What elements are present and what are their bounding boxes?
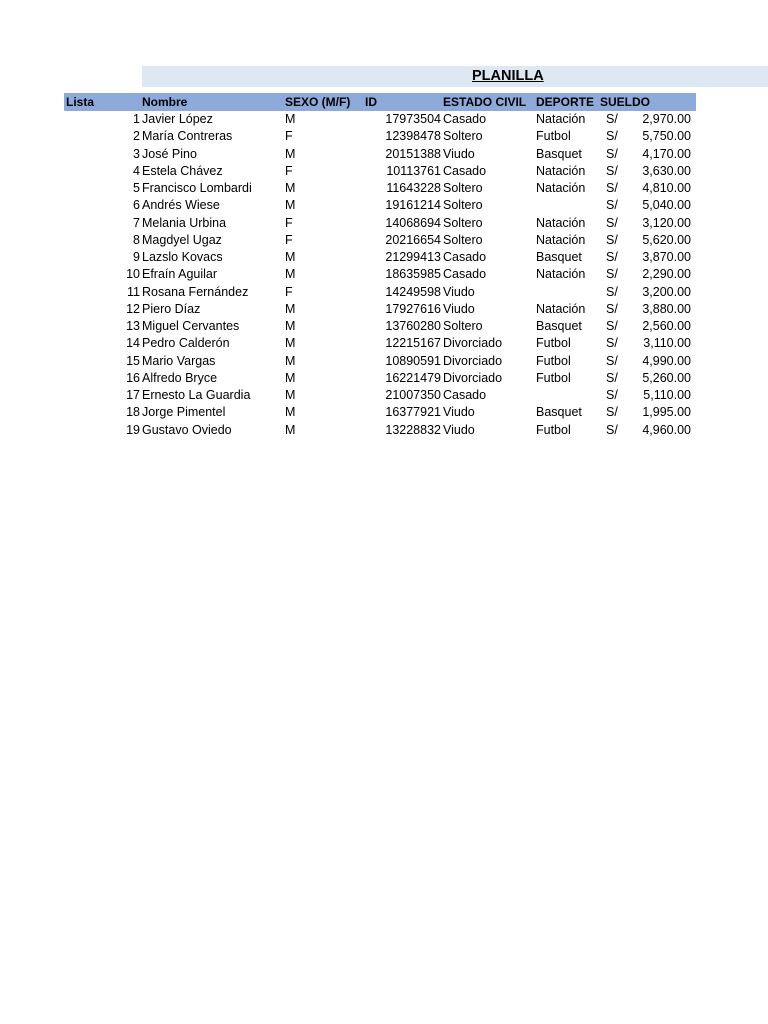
cell-lista: 14 (126, 336, 140, 351)
cell-lista: 15 (126, 353, 140, 368)
cell-sexo: M (285, 112, 296, 126)
cell-sexo: M (285, 267, 296, 282)
cell-nombre: José Pino (142, 146, 197, 161)
cell-sueldo: 3,200.00 (642, 284, 691, 299)
cell-deporte: Natación (536, 215, 586, 230)
cell-deporte: Natación (536, 301, 586, 316)
cell-lista: 5 (133, 181, 140, 195)
cell-estado-civil: Soltero (443, 181, 483, 195)
cell-nombre: Magdyel Ugaz (142, 232, 222, 247)
cell-id: 18635985 (385, 267, 441, 282)
cell-sexo: M (285, 422, 296, 437)
cell-deporte: Basquet (536, 146, 582, 161)
cell-id: 16221479 (385, 370, 441, 385)
cell-sueldo: 4,170.00 (642, 146, 691, 161)
header-deporte: DEPORTE (536, 95, 595, 109)
cell-lista: 12 (126, 301, 140, 316)
cell-estado-civil: Viudo (443, 405, 475, 420)
table-row (0, 249, 768, 266)
cell-moneda: S/ (606, 163, 618, 178)
header-lista: Lista (66, 95, 95, 109)
cell-estado-civil: Casado (443, 250, 487, 264)
cell-id: 12398478 (385, 129, 441, 144)
cell-deporte: Natación (536, 232, 586, 247)
cell-nombre: Lazslo Kovacs (142, 250, 223, 264)
cell-estado-civil: Casado (443, 163, 487, 178)
sheet-title: PLANILLA (472, 68, 544, 84)
table-row (0, 163, 768, 180)
table-row (0, 353, 768, 370)
cell-id: 16377921 (385, 405, 441, 420)
cell-id: 14068694 (385, 215, 441, 230)
cell-sueldo: 3,870.00 (642, 250, 691, 264)
cell-nombre: Melania Urbina (142, 215, 227, 230)
table-row (0, 335, 768, 352)
cell-estado-civil: Viudo (443, 422, 475, 437)
cell-moneda: S/ (606, 301, 618, 316)
cell-nombre: Jorge Pimentel (142, 405, 226, 420)
cell-id: 20151388 (385, 146, 441, 161)
cell-estado-civil: Soltero (443, 215, 483, 230)
cell-nombre: Alfredo Bryce (142, 370, 218, 385)
cell-estado-civil: Viudo (443, 284, 475, 299)
cell-estado-civil: Casado (443, 267, 487, 282)
cell-moneda: S/ (606, 284, 618, 299)
table-row (0, 370, 768, 387)
cell-estado-civil: Viudo (443, 301, 475, 316)
cell-estado-civil: Soltero (443, 232, 483, 247)
cell-moneda: S/ (606, 215, 618, 230)
cell-deporte: Futbol (536, 370, 571, 385)
cell-deporte: Basquet (536, 250, 582, 264)
cell-lista: 1 (133, 112, 140, 126)
cell-moneda: S/ (606, 353, 618, 368)
cell-deporte: Futbol (536, 353, 571, 368)
cell-id: 14249598 (385, 284, 441, 299)
cell-id: 11643228 (386, 181, 441, 195)
cell-nombre: Andrés Wiese (142, 198, 220, 213)
cell-nombre: Estela Chávez (142, 163, 223, 178)
cell-sexo: M (285, 370, 296, 385)
cell-id: 13760280 (385, 319, 441, 333)
cell-estado-civil: Divorciado (443, 353, 503, 368)
cell-estado-civil: Soltero (443, 198, 483, 213)
cell-lista: 8 (133, 232, 140, 247)
cell-moneda: S/ (606, 146, 618, 161)
cell-estado-civil: Soltero (443, 319, 483, 333)
header-estado-civil: ESTADO CIVIL (443, 95, 527, 109)
cell-estado-civil: Viudo (443, 146, 475, 161)
cell-deporte: Futbol (536, 129, 571, 144)
cell-sexo: F (285, 232, 293, 247)
cell-estado-civil: Divorciado (443, 370, 503, 385)
cell-moneda: S/ (606, 129, 618, 144)
cell-nombre: Francisco Lombardi (142, 181, 252, 195)
cell-nombre: Miguel Cervantes (142, 319, 240, 333)
table-row (0, 146, 768, 163)
cell-id: 17927616 (385, 301, 441, 316)
table-row (0, 232, 768, 249)
cell-sueldo: 2,290.00 (642, 267, 691, 282)
cell-deporte: Natación (536, 181, 586, 195)
cell-sexo: M (285, 388, 296, 402)
cell-deporte: Futbol (536, 422, 571, 437)
cell-id: 19161214 (385, 198, 441, 213)
cell-sexo: M (285, 405, 296, 420)
cell-sueldo: 5,260.00 (642, 370, 691, 385)
header-sexo: SEXO (M/F) (285, 95, 351, 109)
cell-estado-civil: Casado (443, 388, 487, 402)
cell-sueldo: 2,970.00 (642, 112, 691, 126)
cell-sexo: M (285, 336, 296, 351)
cell-sueldo: 5,040.00 (642, 198, 691, 213)
cell-sueldo: 3,110.00 (643, 336, 691, 351)
cell-nombre: María Contreras (142, 129, 233, 144)
table-row (0, 318, 768, 335)
cell-sexo: M (285, 353, 296, 368)
cell-sexo: M (285, 146, 296, 161)
cell-id: 17973504 (385, 112, 441, 126)
title-band (142, 66, 768, 87)
cell-sueldo: 5,620.00 (642, 232, 691, 247)
table-row (0, 284, 768, 301)
cell-sueldo: 5,750.00 (642, 129, 691, 144)
cell-sexo: F (285, 284, 293, 299)
cell-sexo: M (285, 319, 296, 333)
cell-nombre: Efraín Aguilar (142, 267, 218, 282)
cell-sueldo: 4,810.00 (642, 181, 691, 195)
cell-nombre: Rosana Fernández (142, 284, 249, 299)
table-body (0, 111, 768, 439)
cell-id: 21299413 (385, 250, 441, 264)
cell-lista: 7 (133, 215, 140, 230)
header-sueldo: SUELDO (600, 95, 651, 109)
cell-sueldo: 3,120.00 (642, 215, 691, 230)
cell-moneda: S/ (606, 267, 618, 282)
cell-moneda: S/ (606, 388, 618, 402)
cell-id: 10113761 (386, 163, 441, 178)
cell-lista: 17 (126, 388, 140, 402)
table-row (0, 301, 768, 318)
cell-nombre: Javier López (142, 112, 213, 126)
table-row (0, 215, 768, 232)
cell-lista: 2 (133, 129, 140, 144)
cell-moneda: S/ (606, 405, 618, 420)
cell-id: 13228832 (385, 422, 441, 437)
cell-moneda: S/ (606, 319, 618, 333)
cell-nombre: Pedro Calderón (142, 336, 230, 351)
cell-sueldo: 2,560.00 (642, 319, 691, 333)
cell-sexo: M (285, 301, 296, 316)
cell-nombre: Piero Díaz (142, 301, 201, 316)
table-row (0, 128, 768, 145)
cell-sexo: M (285, 181, 296, 195)
header-nombre: Nombre (142, 95, 188, 109)
cell-lista: 18 (126, 405, 140, 420)
cell-lista: 10 (126, 267, 140, 282)
cell-estado-civil: Soltero (443, 129, 483, 144)
cell-deporte: Basquet (536, 405, 582, 420)
cell-sueldo: 3,630.00 (642, 163, 691, 178)
table-row (0, 180, 768, 197)
cell-sueldo: 4,960.00 (642, 422, 691, 437)
cell-moneda: S/ (606, 112, 618, 126)
cell-lista: 19 (126, 422, 140, 437)
cell-lista: 9 (133, 250, 140, 264)
cell-sueldo: 4,990.00 (642, 353, 691, 368)
cell-moneda: S/ (606, 198, 618, 213)
cell-estado-civil: Divorciado (443, 336, 503, 351)
cell-moneda: S/ (606, 370, 618, 385)
cell-sexo: F (285, 215, 293, 230)
cell-deporte: Futbol (536, 336, 571, 351)
table-row (0, 422, 768, 439)
cell-id: 10890591 (385, 353, 441, 368)
cell-id: 20216654 (385, 232, 441, 247)
cell-moneda: S/ (606, 232, 618, 247)
cell-sexo: F (285, 129, 293, 144)
cell-deporte: Basquet (536, 319, 582, 333)
table-row (0, 404, 768, 421)
header-id: ID (365, 95, 377, 109)
cell-deporte: Natación (536, 112, 586, 126)
cell-id: 12215167 (385, 336, 441, 351)
cell-moneda: S/ (606, 422, 618, 437)
table-row (0, 197, 768, 214)
cell-deporte: Natación (536, 163, 586, 178)
cell-sexo: F (285, 163, 293, 178)
table-row (0, 387, 768, 404)
cell-id: 21007350 (385, 388, 441, 402)
table-row (0, 111, 768, 128)
cell-lista: 16 (126, 370, 140, 385)
cell-nombre: Ernesto La Guardia (142, 388, 251, 402)
cell-lista: 3 (133, 146, 140, 161)
cell-moneda: S/ (606, 250, 618, 264)
cell-lista: 6 (133, 198, 140, 213)
cell-lista: 13 (126, 319, 140, 333)
cell-moneda: S/ (606, 181, 618, 195)
table-header-row (64, 93, 696, 111)
cell-estado-civil: Casado (443, 112, 487, 126)
cell-sexo: M (285, 198, 296, 213)
cell-nombre: Mario Vargas (142, 353, 216, 368)
cell-lista: 4 (133, 163, 140, 178)
cell-sexo: M (285, 250, 296, 264)
cell-lista: 11 (127, 284, 140, 299)
table-row (0, 266, 768, 283)
cell-sueldo: 3,880.00 (642, 301, 691, 316)
cell-sueldo: 1,995.00 (642, 405, 691, 420)
cell-nombre: Gustavo Oviedo (142, 422, 232, 437)
cell-moneda: S/ (606, 336, 618, 351)
cell-deporte: Natación (536, 267, 586, 282)
cell-sueldo: 5,110.00 (643, 388, 691, 402)
